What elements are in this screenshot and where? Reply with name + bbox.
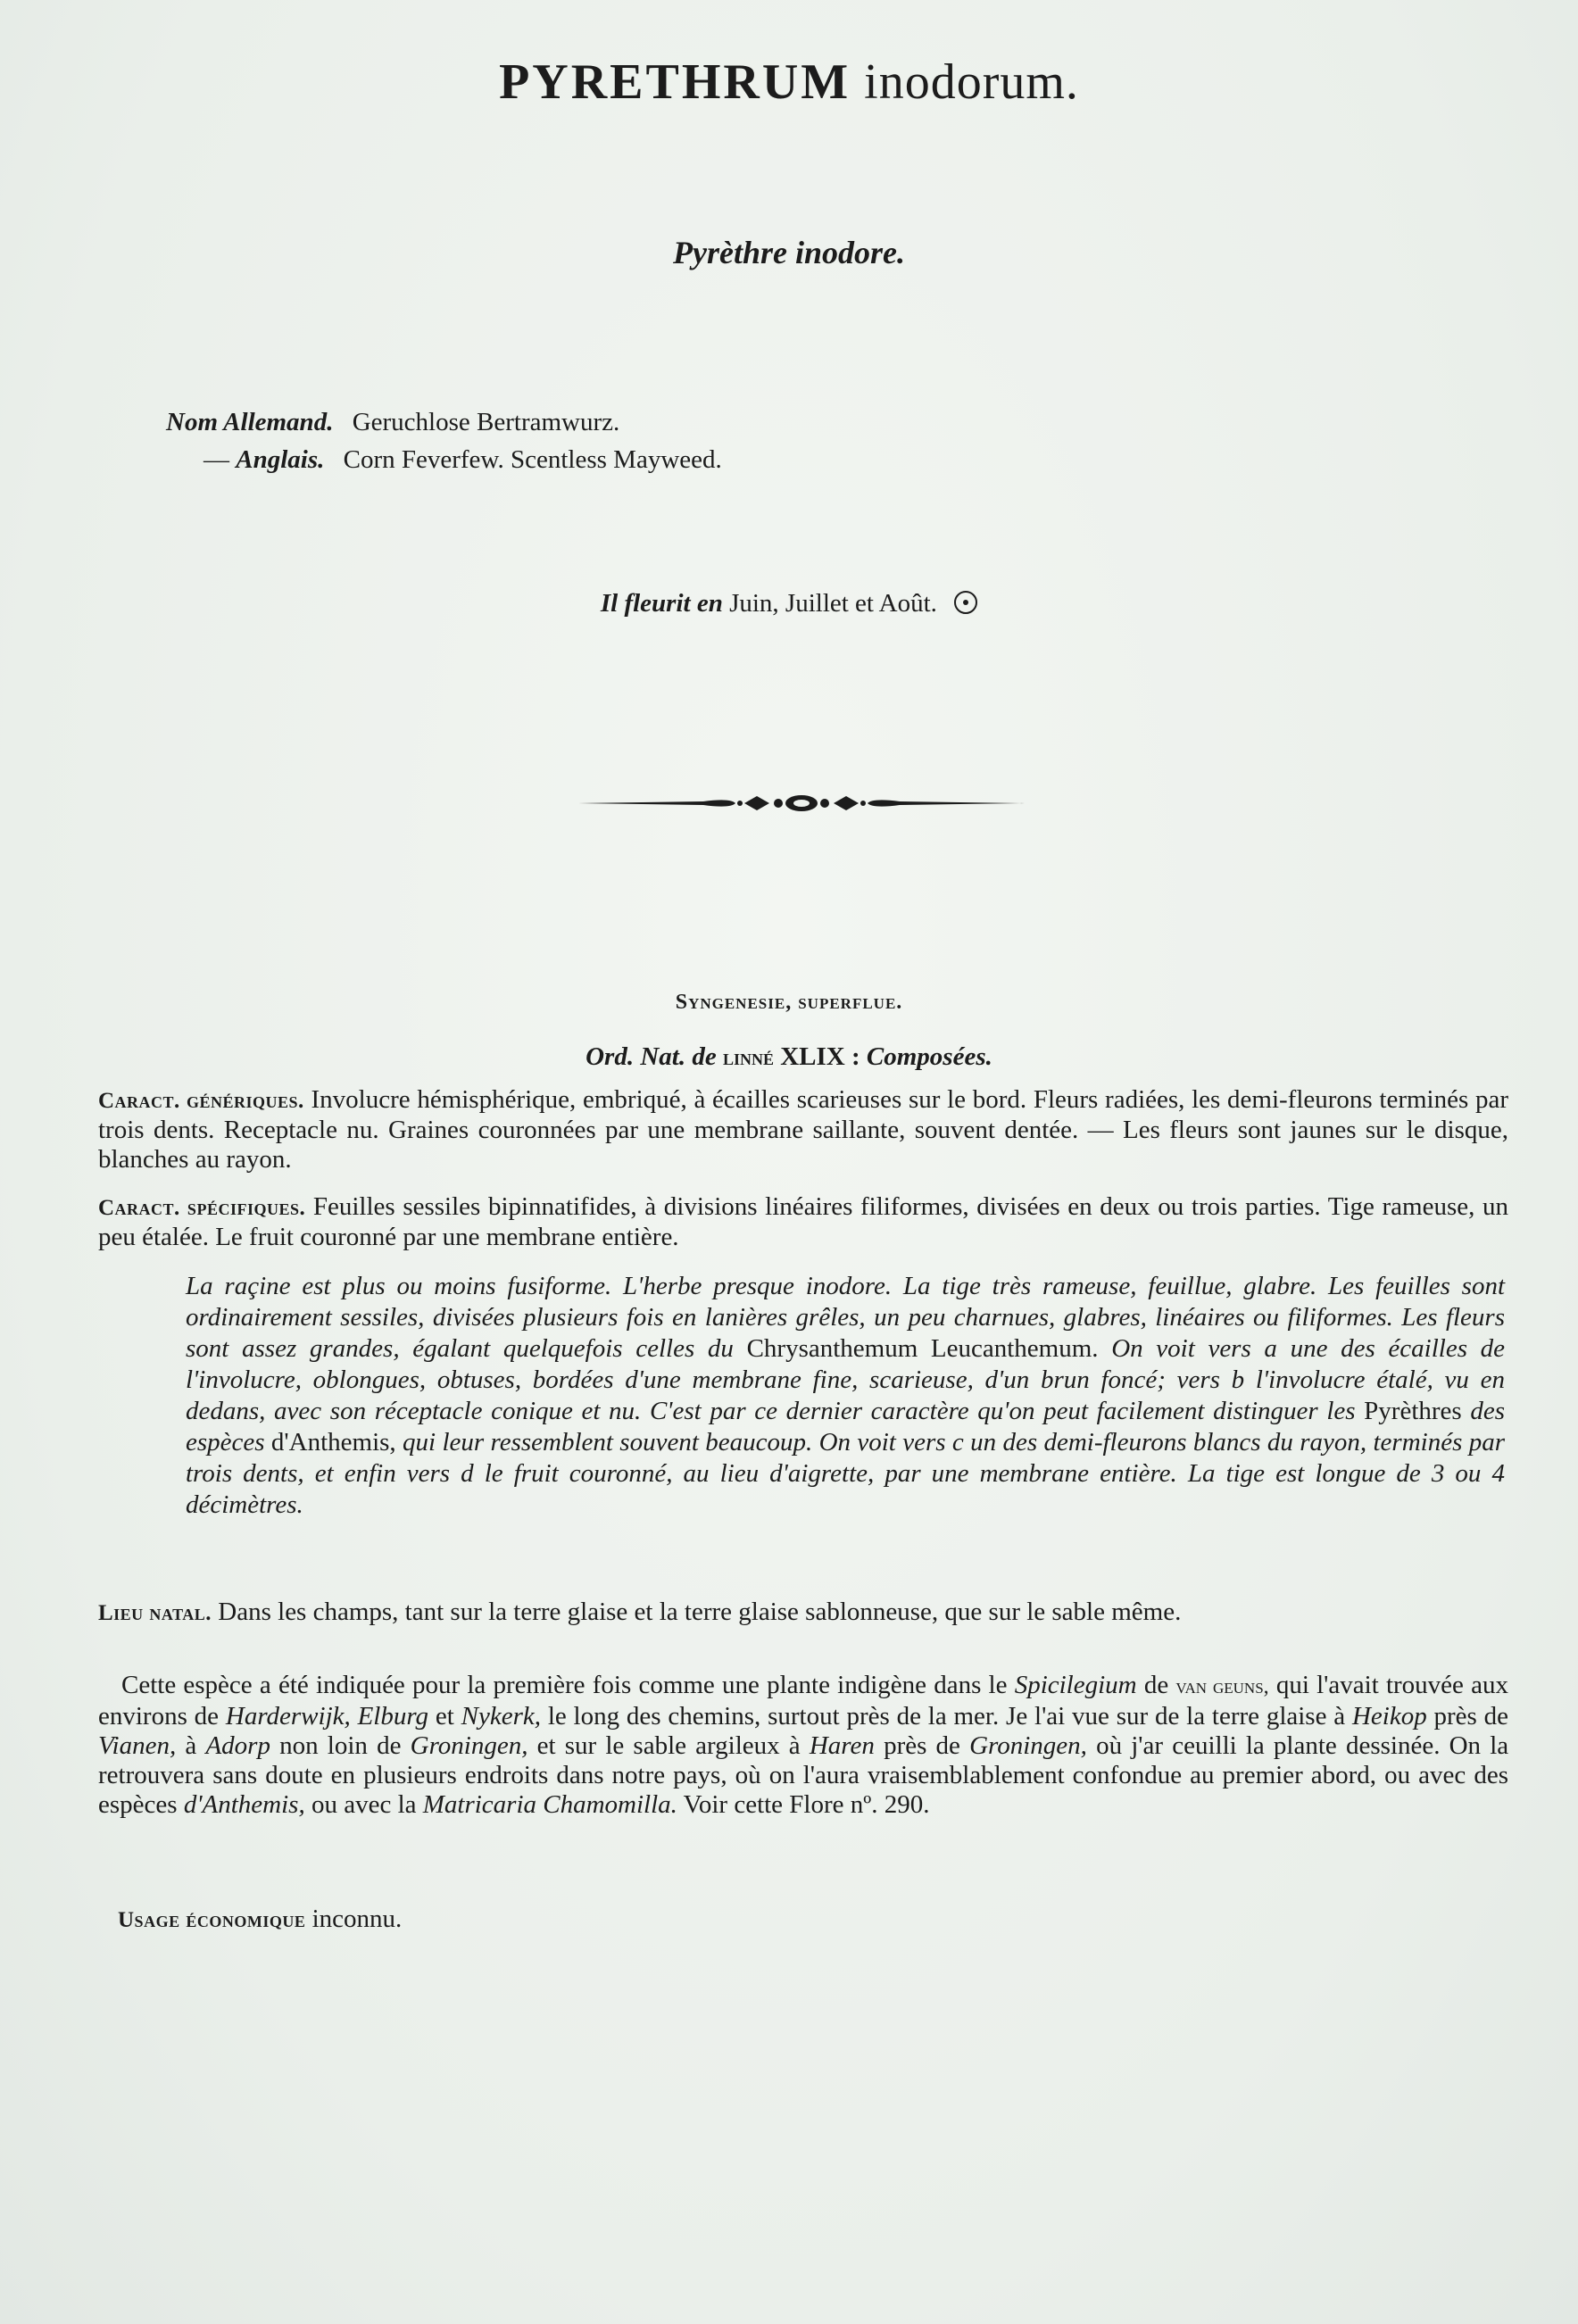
hist-place: Heikop: [1351, 1702, 1427, 1731]
hist-place: Groningen,: [410, 1731, 528, 1760]
hist-place: Adorp: [205, 1731, 270, 1760]
linnaean-class: Syngenesie, superflue.: [675, 991, 903, 1014]
hist-text: qui l'avait trouvée aux environs de: [98, 1671, 1508, 1731]
natural-order: [0, 1042, 1578, 1072]
generic-text: Involucre hémisphérique, embriqué, à écailles scarieuses sur le bord. Fleurs radiées, les demi-fleurons terminés par trois dents. Receptacle nu. Graines couronnées par une membrane saillante, souvent dentée. — Les fleurs sont jaunes sur le disque, blanches au rayon.: [98, 1085, 1508, 1174]
hist-text: où j'ar ceuilli la plante dessinée. On la retrouvera sans doute en plusieurs endroits dans notre pays, où on l'aura vraisemblablement confondue au premier abord, ou avec des espèces: [98, 1731, 1509, 1819]
habitat-head: Lieu natal.: [98, 1601, 212, 1625]
order-family: Composées.: [866, 1042, 992, 1071]
hist-text: de: [1143, 1671, 1169, 1699]
hist-text: près de: [884, 1731, 960, 1760]
order-number: XLIX :: [780, 1042, 860, 1071]
german-value: Geruchlose Bertramwurz.: [352, 408, 620, 436]
desc-part-2: On voit vers a une des écailles de l'involucre, oblongues, obtuses, bordées d'une membrane fine, scarieuse, d'un brun foncé; vers b l'involucre étalé, vu en dedans, avec son réceptacle conique et nu. C'est par ce dernier caractère qu'on peut facilement distinguer les: [186, 1334, 1506, 1425]
title-species: inodorum.: [864, 54, 1079, 110]
generic-head: Caract. génériques.: [98, 1089, 304, 1113]
hist-place: Harderwijk, Elburg: [225, 1702, 429, 1731]
hist-place: Groningen,: [969, 1731, 1087, 1760]
desc-part-1: La raçine est plus ou moins fusiforme. L'herbe presque inodore. La tige très rameuse, feuillue, glabre. Les feuilles sont ordinairement sessiles, divisées plusieurs fois en lanières grêles, un peu charnues, glabres, linéaires ou filiformes. Les fleurs sont assez grandes, égalant quelquefois celles du: [186, 1272, 1505, 1363]
hist-matricaria: Matricaria Chamomilla.: [422, 1790, 677, 1819]
hist-place: Nykerk,: [461, 1702, 541, 1731]
german-name-row: [166, 403, 722, 441]
hist-text: non loin de: [279, 1731, 402, 1760]
specific-characters: [98, 1192, 1508, 1252]
hist-text: Voir cette Flore nº. 290.: [683, 1790, 930, 1819]
order-linne: linné: [722, 1046, 774, 1070]
hist-place: Haren: [809, 1731, 875, 1760]
english-dash: —: [203, 445, 229, 474]
usage-text: inconnu.: [311, 1905, 403, 1933]
habitat: [98, 1598, 1508, 1628]
hist-spicilegium: Spicilegium: [1014, 1671, 1137, 1699]
history-paragraph: [98, 1671, 1508, 1820]
annual-plant-icon: [954, 591, 977, 614]
desc-part-3: des espèces: [186, 1397, 1506, 1457]
english-name-row: [166, 441, 722, 478]
page-title: [0, 54, 1578, 111]
hist-text: le long des chemins, surtout près de la mer. Je l'ai vue sur de la terre glaise à: [547, 1702, 1346, 1731]
ornament-divider-icon: [578, 785, 1025, 821]
flowering-line: [0, 589, 1578, 618]
flowering-months: Juin, Juillet et Août.: [729, 589, 937, 618]
hist-text: et sur le sable argileux à: [536, 1731, 801, 1760]
page-subtitle: Pyrèthre inodore.: [673, 235, 905, 270]
english-value: Corn Feverfew. Scentless Mayweed.: [343, 445, 722, 474]
title-genus: PYRETHRUM: [499, 54, 851, 110]
hist-text: Cette espèce a été indiquée pour la première fois comme une plante indigène dans le: [121, 1671, 1008, 1699]
specific-text: Feuilles sessiles bipinnatifides, à divisions linéaires filiformes, divisées en deux ou trois parties. Tige rameuse, un peu étalée. Le fruit couronné par une membrane entière.: [98, 1192, 1509, 1251]
english-label: Anglais.: [236, 445, 325, 474]
hist-text: et: [435, 1702, 454, 1731]
desc-part-4: qui leur ressemblent souvent beaucoup. On voit vers c un des demi-fleurons blancs du rayon, terminés par trois dents, et enfin vers d le fruit couronné, au lieu d'aigrette, par une membrane entière. La tige est longue de 3 ou 4 décimètres.: [186, 1428, 1506, 1519]
plant-description: [186, 1271, 1505, 1521]
desc-anthemis: d'Anthemis,: [270, 1428, 396, 1457]
economic-usage: [118, 1905, 1528, 1935]
hist-anthemis: d'Anthemis,: [183, 1790, 305, 1819]
hist-van-geuns: van geuns,: [1175, 1675, 1269, 1698]
generic-characters: [98, 1085, 1508, 1174]
usage-head: Usage économique: [118, 1908, 306, 1932]
german-label: Nom Allemand.: [166, 408, 334, 436]
habitat-text: Dans les champs, tant sur la terre glaise et la terre glaise sablonneuse, que sur le sable même.: [218, 1598, 1182, 1626]
flowering-label: Il fleurit en: [600, 589, 723, 618]
hist-text: ou avec la: [311, 1790, 417, 1819]
desc-chrysanthemum: Chrysanthemum Leucanthemum.: [746, 1334, 1099, 1363]
common-names: [166, 403, 722, 478]
order-prefix: Ord. Nat. de: [586, 1042, 717, 1071]
hist-place: Vianen,: [98, 1731, 177, 1760]
specific-head: Caract. spécifiques.: [98, 1196, 306, 1220]
desc-pyrethres: Pyrèthres: [1364, 1397, 1462, 1425]
hist-text: près de: [1433, 1702, 1509, 1731]
hist-text: à: [185, 1731, 197, 1760]
